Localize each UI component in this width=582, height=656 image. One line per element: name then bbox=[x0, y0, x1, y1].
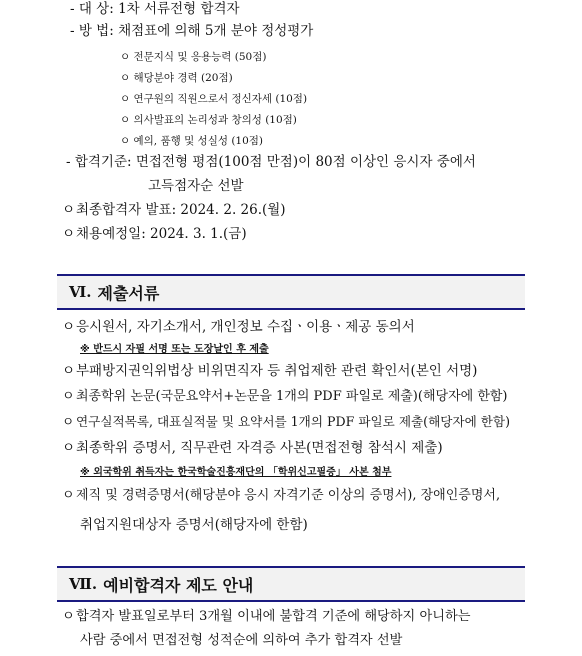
section-title: 제출서류 bbox=[97, 283, 160, 303]
doc-item bbox=[62, 413, 510, 431]
hire-date-line bbox=[62, 225, 247, 243]
signature-note: ※ 반드시 자필 서명 또는 도장날인 후 제출 bbox=[80, 344, 269, 355]
reserve-item-text: 합격자 발표일로부터 3개월 이내에 불합격 기준에 해당하지 아니하는 bbox=[76, 609, 471, 624]
doc-item-continuation: 취업지원대상자 증명서(해당자에 한함) bbox=[80, 517, 308, 533]
section-header-reserve bbox=[57, 566, 525, 602]
criteria-item: ㅇ 예의, 품행 및 성실성 (10점) bbox=[120, 135, 264, 147]
bullet-icon: ㅇ bbox=[62, 440, 76, 456]
bullet-icon: ㅇ bbox=[62, 363, 76, 379]
doc-item bbox=[62, 362, 477, 380]
bullet-icon: ㅇ bbox=[62, 226, 76, 242]
doc-item-text: 부패방지권익위법상 비위면직자 등 취업제한 관련 확인서(본인 서명) bbox=[76, 363, 478, 379]
criteria-item: ㅇ 의사발표의 논리성과 창의성 (10점) bbox=[120, 114, 297, 126]
doc-item-text: 응시원서, 자기소개서, 개인정보 수집ㆍ이용ㆍ제공 동의서 bbox=[76, 319, 415, 335]
hire-date-text: 채용예정일: 2024. 3. 1.(금) bbox=[76, 226, 247, 242]
bullet-icon: ㅇ bbox=[62, 488, 75, 503]
reserve-item-line2: 사람 중에서 면접전형 성적순에 의하여 추가 합격자 선발 bbox=[80, 633, 403, 648]
doc-item-text: 연구실적목록, 대표실적물 및 요약서를 1개의 PDF 파일로 제출(해당자에 한함) bbox=[76, 414, 510, 429]
section-header-submission bbox=[57, 274, 525, 310]
doc-item-text: 제직 및 경력증명서(해당분야 응시 자격기준 이상의 증명서), 장애인증명서, bbox=[76, 488, 501, 503]
reserve-item-line1 bbox=[62, 608, 470, 626]
doc-item-text: 최종학위 논문(국문요약서+논문을 1개의 PDF 파일로 제출)(해당자에 한함) bbox=[76, 389, 508, 404]
criteria-item: ㅇ 해당분야 경력 (20점) bbox=[120, 72, 233, 84]
method-line: - 방 법: 채점표에 의해 5개 분야 정성평가 bbox=[70, 23, 314, 39]
section-number: Ⅵ. bbox=[69, 283, 92, 301]
bullet-icon: ㅇ bbox=[62, 414, 75, 429]
section-title: 예비합격자 제도 안내 bbox=[103, 575, 254, 595]
bullet-icon: ㅇ bbox=[62, 319, 76, 335]
doc-item-text: 최종학위 증명서, 직무관련 자격증 사본(면접전형 참석시 제출) bbox=[76, 440, 443, 456]
doc-item bbox=[62, 487, 500, 505]
pass-criteria-line2: 고득점자순 선발 bbox=[148, 178, 244, 194]
target-line: - 대 상: 1차 서류전형 합격자 bbox=[70, 1, 240, 17]
bullet-icon: ㅇ bbox=[62, 202, 76, 218]
bullet-icon: ㅇ bbox=[62, 609, 75, 624]
criteria-item: ㅇ 연구원의 직원으로서 정신자세 (10점) bbox=[120, 93, 308, 105]
final-announce-text: 최종합격자 발표: 2024. 2. 26.(월) bbox=[76, 202, 286, 218]
final-announce-line bbox=[62, 201, 286, 219]
pass-criteria-line1: - 합격기준: 면접전형 평점(100점 만점)이 80점 이상인 응시자 중에서 bbox=[66, 154, 476, 170]
doc-item bbox=[62, 318, 415, 336]
doc-item bbox=[62, 388, 508, 406]
criteria-item: ㅇ 전문지식 및 응용능력 (50점) bbox=[120, 51, 267, 63]
foreign-degree-note: ※ 외국학위 취득자는 한국학술진흥재단의 「학위신고필증」 사본 첨부 bbox=[80, 467, 392, 478]
doc-item bbox=[62, 439, 443, 457]
bullet-icon: ㅇ bbox=[62, 389, 75, 404]
section-number: Ⅶ. bbox=[69, 575, 98, 593]
